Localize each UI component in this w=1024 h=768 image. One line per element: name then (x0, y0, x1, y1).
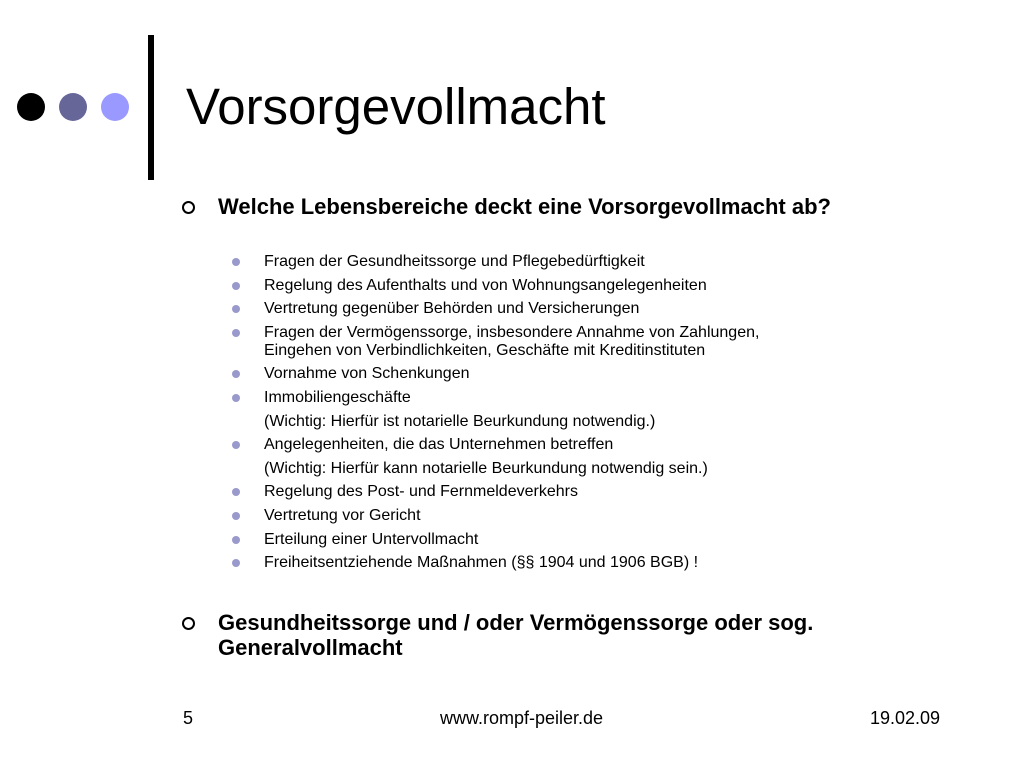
bullet-dot-icon (232, 512, 240, 520)
list-item-text: Regelung des Post- und Fernmeldeverkehrs (264, 483, 578, 501)
list-item-text: Regelung des Aufenthalts und von Wohnungsangelegenheiten (264, 276, 707, 294)
footer-date: 19.02.09 (870, 708, 941, 728)
list-item-text: Fragen der Vermögenssorge, insbesondere Annahme von Zahlungen, (264, 323, 760, 341)
list-item (264, 554, 964, 572)
ring-bullet-icon (182, 617, 195, 630)
conclusion-heading: Gesundheitssorge und / oder Vermögenssorge oder sog. Generalvollmacht (218, 610, 814, 660)
decorative-dot-purple (59, 93, 87, 121)
list-item (264, 253, 964, 271)
list-item-text: Eingehen von Verbindlichkeiten, Geschäfte mit Kreditinstituten (264, 341, 706, 359)
list-item (264, 483, 964, 501)
bullet-dot-icon (232, 258, 240, 266)
list-item (264, 507, 964, 525)
footer-url: www.rompf-peiler.de (440, 708, 604, 728)
list-item (264, 277, 964, 295)
question-heading: Welche Lebensbereiche deckt eine Vorsorgevollmacht ab? (218, 194, 831, 219)
list-item (264, 300, 964, 318)
bullet-dot-icon (232, 559, 240, 567)
bullet-dot-icon (232, 441, 240, 449)
list-item-text: Vertretung gegenüber Behörden und Versicherungen (264, 300, 640, 318)
bullet-dot-icon (232, 305, 240, 313)
list-item (264, 389, 964, 407)
bullet-dot-icon (232, 488, 240, 496)
list-item-text: Fragen der Gesundheitssorge und Pflegebedürftigkeit (264, 253, 645, 270)
bullet-dot-icon (232, 536, 240, 544)
list-item-text: (Wichtig: Hierfür kann notarielle Beurkundung notwendig sein.) (264, 459, 708, 477)
title-divider-bar (148, 35, 154, 180)
list-item (264, 436, 964, 454)
list-item-note (264, 413, 964, 431)
bullet-dot-icon (232, 282, 240, 290)
life-areas-list (264, 253, 964, 578)
bullet-dot-icon (232, 370, 240, 378)
bullet-dot-icon (232, 394, 240, 402)
decorative-dot-black (17, 93, 45, 121)
bullet-dot-icon (232, 329, 240, 337)
list-item-text: Erteilung einer Untervollmacht (264, 530, 479, 548)
list-item (264, 324, 964, 360)
list-item (264, 531, 964, 549)
list-item-text: Vornahme von Schenkungen (264, 365, 470, 383)
decorative-dot-lilac (101, 93, 129, 121)
footer-page-number: 5 (183, 708, 194, 728)
list-item-text: Angelegenheiten, die das Unternehmen betreffen (264, 436, 614, 454)
list-item-text: (Wichtig: Hierfür ist notarielle Beurkundung notwendig.) (264, 412, 656, 430)
list-item-text: Freiheitsentziehende Maßnahmen (§§ 1904 und 1906 BGB) ! (264, 554, 699, 572)
slide-title: Vorsorgevollmacht (186, 78, 606, 135)
list-item-text: Vertretung vor Gericht (264, 506, 421, 524)
list-item (264, 365, 964, 383)
list-item-note (264, 460, 964, 478)
list-item-text: Immobiliengeschäfte (264, 388, 411, 406)
ring-bullet-icon (182, 201, 195, 214)
